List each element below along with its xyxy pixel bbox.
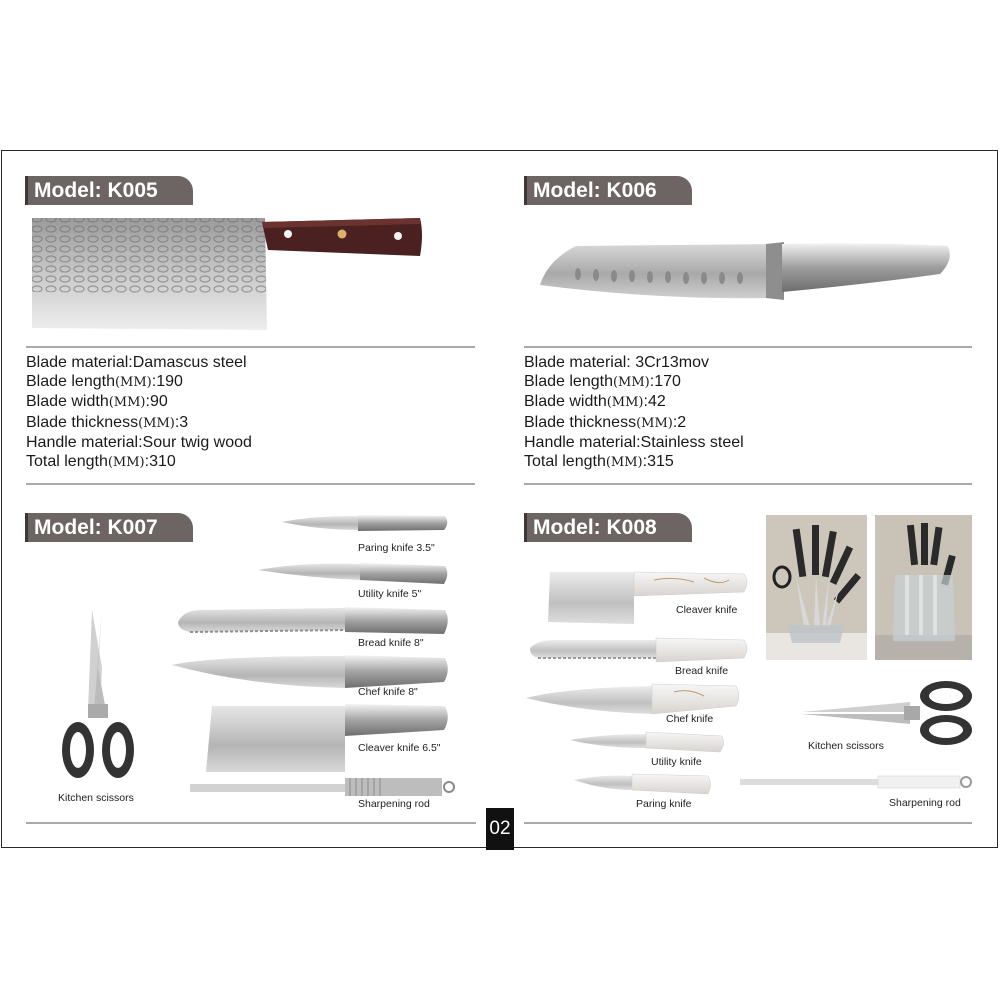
label-utility-knife: Utility knife [651, 756, 702, 768]
page-number: 02 [486, 808, 514, 850]
label-bread-knife: Bread knife [675, 665, 729, 677]
spec-row: Blade thickness(MM):3 [26, 413, 189, 431]
label-sharpening-rod: Sharpening rod [889, 797, 961, 809]
sharpening-rod-k008-image [738, 774, 974, 792]
spec-row: Blade thickness(MM):2 [524, 413, 687, 431]
santoku-knife-k006-image [538, 240, 954, 302]
divider [26, 822, 476, 824]
spec-row: Blade length(MM):170 [524, 373, 681, 391]
label-kitchen-scissors: Kitchen scissors [58, 792, 134, 804]
model-title-k005: Model: K005 [25, 176, 193, 205]
divider [26, 483, 475, 485]
label-utility-knife: Utility knife 5" [358, 588, 422, 600]
kitchen-scissors-k007-image [58, 608, 138, 784]
k005-specs [26, 353, 252, 472]
spec-row: Blade material: 3Cr13mov [524, 354, 709, 371]
label-bread-knife: Bread knife 8" [358, 637, 424, 649]
label-paring-knife: Paring knife 3.5" [358, 542, 435, 554]
cleaver-knife-k005-image [30, 214, 425, 334]
label-paring-knife: Paring knife [636, 798, 692, 810]
model-title-k007: Model: K007 [25, 513, 193, 542]
k006-specs [524, 353, 744, 472]
kitchen-scissors-k008-image [800, 678, 976, 748]
spec-row: Blade length(MM):190 [26, 373, 183, 391]
model-title-k006: Model: K006 [524, 176, 692, 205]
label-cleaver-knife: Cleaver knife 6.5" [358, 742, 441, 754]
label-cleaver-knife: Cleaver knife [676, 604, 738, 616]
spec-row: Blade width(MM):42 [524, 393, 666, 411]
spec-row: Total length(MM):315 [524, 453, 674, 471]
knife-block-photo-2 [875, 515, 972, 660]
label-sharpening-rod: Sharpening rod [358, 798, 430, 810]
divider [524, 483, 972, 485]
spec-row: Blade material:Damascus steel [26, 354, 247, 371]
label-chef-knife: Chef knife 8" [358, 686, 418, 698]
knife-block-photo-1 [766, 515, 867, 660]
label-kitchen-scissors: Kitchen scissors [808, 740, 884, 752]
divider [524, 822, 972, 824]
model-title-k008: Model: K008 [524, 513, 692, 542]
spec-row: Handle material:Sour twig wood [26, 433, 252, 451]
divider [26, 346, 475, 348]
spec-row: Handle material:Stainless steel [524, 433, 744, 451]
spec-row: Total length(MM):310 [26, 453, 176, 471]
label-chef-knife: Chef knife [666, 713, 714, 725]
divider [524, 346, 972, 348]
spec-row: Blade width(MM):90 [26, 393, 168, 411]
knife-set-k008-image [524, 568, 754, 796]
